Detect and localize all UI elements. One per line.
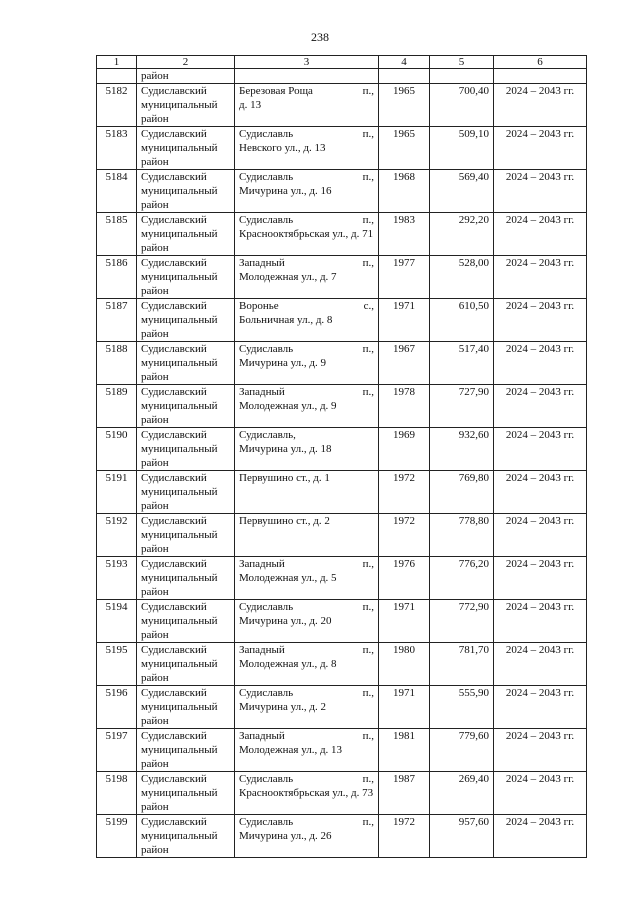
municipality-line: район [141, 629, 169, 641]
row-year: 1987 [379, 772, 430, 815]
row-area: 932,60 [430, 428, 494, 471]
row-period: 2024 – 2043 гг. [494, 127, 587, 170]
row-address [235, 428, 379, 471]
municipality-line: муниципальный [141, 658, 218, 670]
municipality-line: район [141, 371, 169, 383]
address-locality: Судиславль [239, 687, 294, 699]
municipality-line: район [141, 844, 169, 856]
row-year: 1965 [379, 127, 430, 170]
municipality-line: район [141, 457, 169, 469]
row-year: 1977 [379, 256, 430, 299]
row-area: 292,20 [430, 213, 494, 256]
municipality-line: район [141, 672, 169, 684]
address-line-1 [239, 815, 374, 829]
continuation-municipality: район [137, 69, 235, 84]
row-area: 776,20 [430, 557, 494, 600]
municipality-line: Судиславский [141, 558, 207, 570]
address-locality: Судиславль [239, 343, 294, 355]
row-municipality [137, 600, 235, 643]
table-row [97, 643, 587, 686]
municipality-line: Судиславский [141, 730, 207, 742]
address-type: п., [362, 730, 374, 742]
row-year: 1981 [379, 729, 430, 772]
row-year: 1965 [379, 84, 430, 127]
address-type: с., [363, 300, 374, 312]
row-area: 769,80 [430, 471, 494, 514]
row-address [235, 471, 379, 514]
address-line-2: Краснооктябрьская ул., д. 71 [239, 228, 374, 240]
address-type: п., [362, 687, 374, 699]
row-area: 957,60 [430, 815, 494, 858]
address-line-1 [239, 428, 374, 442]
municipality-line: Судиславский [141, 515, 207, 527]
address-line-2: Мичурина ул., д. 20 [239, 615, 332, 627]
address-line-2: Невского ул., д. 13 [239, 142, 326, 154]
municipality-line: муниципальный [141, 572, 218, 584]
row-area: 555,90 [430, 686, 494, 729]
address-line-2: Молодежная ул., д. 9 [239, 400, 337, 412]
row-municipality [137, 772, 235, 815]
header-col-2: 2 [137, 56, 235, 69]
address-type: п., [362, 128, 374, 140]
row-period: 2024 – 2043 гг. [494, 471, 587, 514]
row-year: 1976 [379, 557, 430, 600]
table-row [97, 471, 587, 514]
page-number: 238 [311, 30, 329, 44]
row-address [235, 84, 379, 127]
table-row [97, 299, 587, 342]
row-number: 5199 [97, 815, 137, 858]
address-type: п., [362, 644, 374, 656]
address-line-2: Мичурина ул., д. 16 [239, 185, 332, 197]
municipality-line: район [141, 500, 169, 512]
row-address [235, 600, 379, 643]
row-municipality [137, 170, 235, 213]
row-number: 5198 [97, 772, 137, 815]
row-period: 2024 – 2043 гг. [494, 385, 587, 428]
row-year: 1971 [379, 600, 430, 643]
address-type: п., [362, 343, 374, 355]
municipality-line: Судиславский [141, 257, 207, 269]
row-number: 5183 [97, 127, 137, 170]
row-area: 700,40 [430, 84, 494, 127]
row-address [235, 213, 379, 256]
row-municipality [137, 471, 235, 514]
address-line-1 [239, 514, 374, 528]
address-line-1 [239, 170, 374, 184]
row-number: 5182 [97, 84, 137, 127]
address-line-2: Молодежная ул., д. 13 [239, 744, 343, 756]
municipality-line: Судиславский [141, 429, 207, 441]
address-locality: Западный [239, 730, 285, 742]
row-municipality [137, 213, 235, 256]
address-locality: Западный [239, 257, 285, 269]
address-type: п., [362, 171, 374, 183]
municipality-line: муниципальный [141, 701, 218, 713]
municipality-line: муниципальный [141, 787, 218, 799]
municipality-line: муниципальный [141, 357, 218, 369]
row-number: 5197 [97, 729, 137, 772]
table-row [97, 815, 587, 858]
municipality-line: муниципальный [141, 400, 218, 412]
address-line-2: Молодежная ул., д. 7 [239, 271, 337, 283]
address-line-2: Молодежная ул., д. 5 [239, 572, 337, 584]
row-address [235, 342, 379, 385]
municipality-line: район [141, 801, 169, 813]
municipality-line: район [141, 414, 169, 426]
row-period: 2024 – 2043 гг. [494, 428, 587, 471]
row-year: 1968 [379, 170, 430, 213]
row-municipality [137, 815, 235, 858]
table-row [97, 729, 587, 772]
municipality-line: район [141, 328, 169, 340]
row-period: 2024 – 2043 гг. [494, 557, 587, 600]
row-address [235, 643, 379, 686]
address-line-1 [239, 772, 374, 786]
row-municipality [137, 428, 235, 471]
address-locality: Западный [239, 558, 285, 570]
address-line-2: Краснооктябрьская ул., д. 73 [239, 787, 374, 799]
row-period: 2024 – 2043 гг. [494, 84, 587, 127]
address-locality: Первушино ст., д. 2 [239, 515, 330, 527]
row-area: 778,80 [430, 514, 494, 557]
address-line-1 [239, 729, 374, 743]
municipality-line: Судиславский [141, 214, 207, 226]
municipality-line: район [141, 242, 169, 254]
row-period: 2024 – 2043 гг. [494, 600, 587, 643]
table-row [97, 385, 587, 428]
header-col-1: 1 [97, 56, 137, 69]
header-col-4: 4 [379, 56, 430, 69]
municipality-line: Судиславский [141, 128, 207, 140]
row-address [235, 557, 379, 600]
table-row [97, 514, 587, 557]
row-period: 2024 – 2043 гг. [494, 213, 587, 256]
row-number: 5193 [97, 557, 137, 600]
municipality-line: муниципальный [141, 529, 218, 541]
municipality-line: Судиславский [141, 171, 207, 183]
row-period: 2024 – 2043 гг. [494, 170, 587, 213]
address-locality: Западный [239, 386, 285, 398]
table-row [97, 686, 587, 729]
row-municipality [137, 729, 235, 772]
address-locality: Судиславль [239, 171, 294, 183]
municipality-line: Судиславский [141, 343, 207, 355]
address-line-1 [239, 600, 374, 614]
address-line-1 [239, 213, 374, 227]
row-municipality [137, 686, 235, 729]
row-area: 569,40 [430, 170, 494, 213]
address-locality: Судиславль [239, 601, 294, 613]
municipality-line: район [141, 285, 169, 297]
row-period: 2024 – 2043 гг. [494, 514, 587, 557]
row-period: 2024 – 2043 гг. [494, 686, 587, 729]
row-municipality [137, 643, 235, 686]
address-line-1 [239, 471, 374, 485]
municipality-line: Судиславский [141, 386, 207, 398]
row-number: 5194 [97, 600, 137, 643]
row-area: 269,40 [430, 772, 494, 815]
address-line-2: Больничная ул., д. 8 [239, 314, 333, 326]
row-period: 2024 – 2043 гг. [494, 643, 587, 686]
municipality-line: Судиславский [141, 472, 207, 484]
address-line-2: Мичурина ул., д. 26 [239, 830, 332, 842]
row-area: 528,00 [430, 256, 494, 299]
row-number: 5186 [97, 256, 137, 299]
row-period: 2024 – 2043 гг. [494, 815, 587, 858]
row-year: 1971 [379, 686, 430, 729]
row-period: 2024 – 2043 гг. [494, 256, 587, 299]
housing-register-table [96, 55, 587, 858]
address-line-1 [239, 686, 374, 700]
municipality-line: Судиславский [141, 85, 207, 97]
address-line-1 [239, 385, 374, 399]
address-type: п., [362, 558, 374, 570]
address-line-1 [239, 557, 374, 571]
row-municipality [137, 299, 235, 342]
row-number: 5187 [97, 299, 137, 342]
row-number: 5188 [97, 342, 137, 385]
table-row [97, 84, 587, 127]
row-area: 772,90 [430, 600, 494, 643]
address-line-1 [239, 256, 374, 270]
row-municipality [137, 385, 235, 428]
municipality-line: район [141, 715, 169, 727]
row-year: 1983 [379, 213, 430, 256]
table-row [97, 772, 587, 815]
municipality-line: Судиславский [141, 601, 207, 613]
municipality-line: муниципальный [141, 99, 218, 111]
municipality-line: муниципальный [141, 228, 218, 240]
address-type: п., [362, 773, 374, 785]
row-number: 5185 [97, 213, 137, 256]
row-number: 5184 [97, 170, 137, 213]
row-year: 1978 [379, 385, 430, 428]
row-address [235, 815, 379, 858]
row-area: 727,90 [430, 385, 494, 428]
address-line-1 [239, 299, 374, 313]
row-period: 2024 – 2043 гг. [494, 299, 587, 342]
row-municipality [137, 342, 235, 385]
row-number: 5191 [97, 471, 137, 514]
address-locality: Судиславль [239, 214, 294, 226]
address-type: п., [362, 816, 374, 828]
municipality-line: муниципальный [141, 615, 218, 627]
address-locality: Березовая Роща [239, 85, 313, 97]
municipality-line: район [141, 113, 169, 125]
address-locality: Судиславль [239, 773, 294, 785]
address-line-1 [239, 127, 374, 141]
municipality-line: Судиславский [141, 300, 207, 312]
address-locality: Судиславль, [239, 429, 296, 441]
header-row [97, 56, 587, 69]
address-line-2: Мичурина ул., д. 2 [239, 701, 326, 713]
municipality-line: район [141, 199, 169, 211]
row-year: 1972 [379, 815, 430, 858]
municipality-line: район [141, 586, 169, 598]
address-locality: Западный [239, 644, 285, 656]
row-address [235, 686, 379, 729]
row-area: 779,60 [430, 729, 494, 772]
municipality-line: район [141, 543, 169, 555]
address-line-2: Мичурина ул., д. 18 [239, 443, 332, 455]
municipality-line: муниципальный [141, 271, 218, 283]
address-type: п., [362, 601, 374, 613]
row-municipality [137, 127, 235, 170]
continuation-row [97, 69, 587, 84]
table-row [97, 170, 587, 213]
municipality-line: район [141, 758, 169, 770]
table-row [97, 256, 587, 299]
municipality-line: муниципальный [141, 830, 218, 842]
municipality-line: Судиславский [141, 687, 207, 699]
address-type: п., [362, 85, 374, 97]
row-municipality [137, 514, 235, 557]
address-line-2: Молодежная ул., д. 8 [239, 658, 337, 670]
row-number: 5196 [97, 686, 137, 729]
address-line-1 [239, 643, 374, 657]
header-col-6: 6 [494, 56, 587, 69]
header-col-5: 5 [430, 56, 494, 69]
row-year: 1967 [379, 342, 430, 385]
row-year: 1972 [379, 471, 430, 514]
row-area: 509,10 [430, 127, 494, 170]
table-row [97, 213, 587, 256]
address-line-2: Мичурина ул., д. 9 [239, 357, 326, 369]
row-number: 5195 [97, 643, 137, 686]
header-col-3: 3 [235, 56, 379, 69]
address-locality: Судиславль [239, 128, 294, 140]
row-address [235, 299, 379, 342]
row-number: 5192 [97, 514, 137, 557]
row-area: 781,70 [430, 643, 494, 686]
row-area: 517,40 [430, 342, 494, 385]
row-year: 1971 [379, 299, 430, 342]
municipality-line: муниципальный [141, 744, 218, 756]
row-municipality [137, 256, 235, 299]
row-period: 2024 – 2043 гг. [494, 729, 587, 772]
table-row [97, 428, 587, 471]
row-address [235, 514, 379, 557]
table-row [97, 127, 587, 170]
address-type: п., [362, 214, 374, 226]
address-line-2: д. 13 [239, 99, 262, 111]
municipality-line: муниципальный [141, 314, 218, 326]
row-address [235, 772, 379, 815]
row-period: 2024 – 2043 гг. [494, 772, 587, 815]
row-number: 5189 [97, 385, 137, 428]
municipality-line: Судиславский [141, 773, 207, 785]
address-locality: Судиславль [239, 816, 294, 828]
municipality-line: Судиславский [141, 644, 207, 656]
row-number: 5190 [97, 428, 137, 471]
row-area: 610,50 [430, 299, 494, 342]
row-year: 1969 [379, 428, 430, 471]
municipality-line: муниципальный [141, 142, 218, 154]
table-row [97, 600, 587, 643]
row-municipality [137, 557, 235, 600]
row-year: 1980 [379, 643, 430, 686]
address-line-1 [239, 342, 374, 356]
address-locality: Воронье [239, 300, 279, 312]
address-line-1 [239, 84, 374, 98]
address-locality: Первушино ст., д. 1 [239, 472, 330, 484]
address-type: п., [362, 386, 374, 398]
address-type: п., [362, 257, 374, 269]
row-address [235, 256, 379, 299]
municipality-line: муниципальный [141, 185, 218, 197]
row-address [235, 729, 379, 772]
table-row [97, 557, 587, 600]
row-address [235, 127, 379, 170]
row-address [235, 170, 379, 213]
row-address [235, 385, 379, 428]
table-row [97, 342, 587, 385]
row-year: 1972 [379, 514, 430, 557]
row-period: 2024 – 2043 гг. [494, 342, 587, 385]
municipality-line: район [141, 156, 169, 168]
row-municipality [137, 84, 235, 127]
municipality-line: муниципальный [141, 486, 218, 498]
municipality-line: Судиславский [141, 816, 207, 828]
municipality-line: муниципальный [141, 443, 218, 455]
